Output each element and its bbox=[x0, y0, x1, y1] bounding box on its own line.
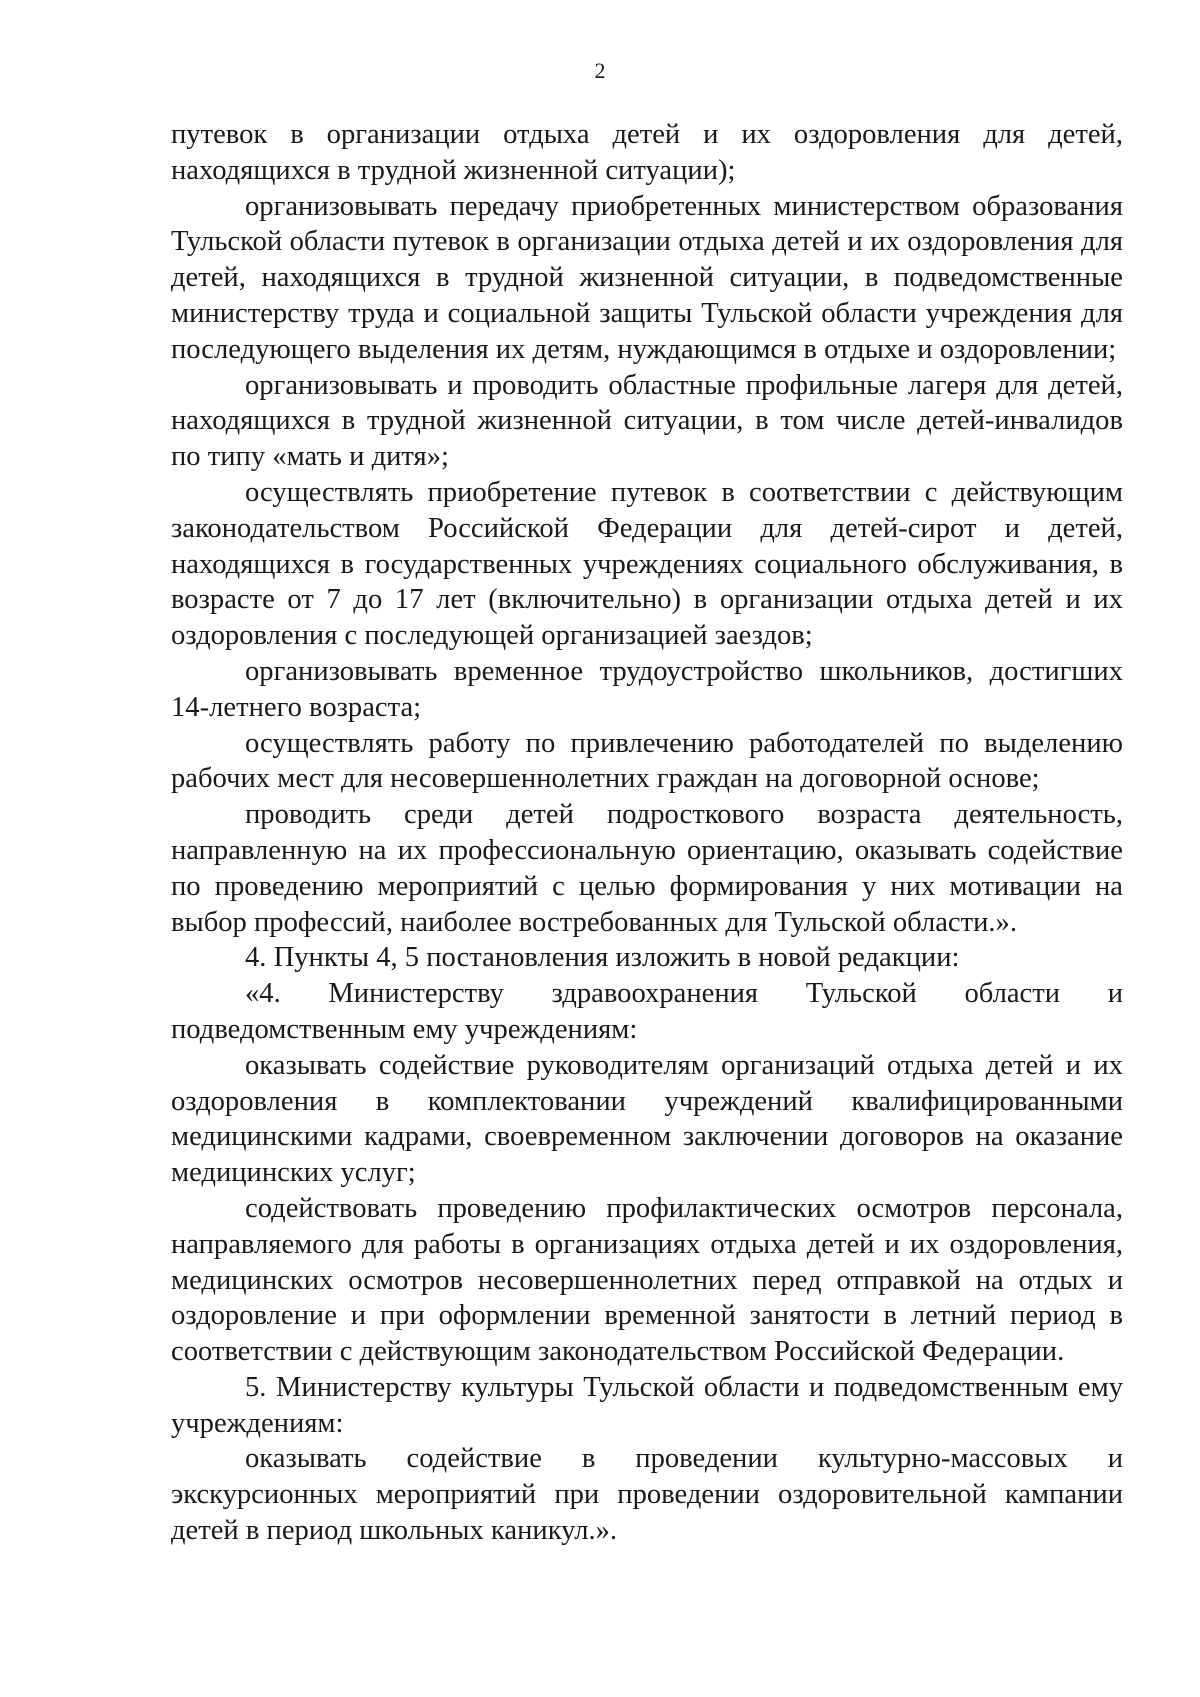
paragraph: оказывать содействие руководителям организаций отдыха детей и их оздоровления в комплектовании учреждений квалифицированными медицинскими кадрами, своевременном заключении договоров на оказание медицинских услуг; bbox=[171, 1049, 1123, 1189]
paragraph: 4. Пункты 4, 5 постановления изложить в новой редакции: bbox=[245, 942, 960, 974]
paragraph: путевок в организации отдыха детей и их оздоровления для детей, находящихся в трудной жизненной ситуации); bbox=[171, 119, 1123, 186]
paragraph: организовывать передачу приобретенных министерством образования Тульской области путевок в организации отдыха детей и их оздоровления для детей, находящихся в трудной жизненной ситуации, в подведомственные министерству труда и социальной защиты Тульской области учреждения для последующего выделения их детям, нуждающимся в отдыхе и оздоровлении; bbox=[171, 190, 1123, 365]
paragraph: содействовать проведению профилактических осмотров персонала, направляемого для работы в организациях отдыха детей и их оздоровления, медицинских осмотров несовершеннолетних перед отправкой на отдых и оздоровление и при оформлении временной занятости в летний период в соответствии с действующим законодательством Российской Федерации. bbox=[171, 1192, 1123, 1368]
page-number: 2 bbox=[594, 58, 606, 83]
paragraph: организовывать и проводить областные профильные лагеря для детей, находящихся в трудной жизненной ситуации, в том числе детей-инвалидов по типу «мать и дитя»; bbox=[171, 369, 1123, 473]
paragraph: 5. Министерству культуры Тульской области и подведомственным ему учреждениям: bbox=[171, 1371, 1123, 1439]
paragraph: осуществлять приобретение путевок в соответствии с действующим законодательством Российской Федерации для детей-сирот и детей, находящихся в государственных учреждениях социального обслуживания, в возрасте от 7 до 17 лет (включительно) в организации отдыха детей и их оздоровления с последующей организацией заездов; bbox=[171, 476, 1123, 652]
paragraph: «4. Министерству здравоохранения Тульской области и подведомственным ему учреждениям: bbox=[171, 978, 1123, 1045]
paragraph: оказывать содействие в проведении культурно-массовых и экскурсионных мероприятий при проведении оздоровительной кампании детей в период школьных каникул.». bbox=[171, 1443, 1123, 1547]
paragraph: организовывать временное трудоустройство школьников, достигших 14-летнего возраста; bbox=[171, 655, 1123, 723]
paragraph: осуществлять работу по привлечению работодателей по выделению рабочих мест для несовершеннолетних граждан на договорной основе; bbox=[171, 727, 1123, 795]
paragraph: проводить среди детей подросткового возраста деятельность, направленную на их профессиональную ориентацию, оказывать содействие по проведению мероприятий с целью формирования у них мотивации на выбор профессий, наиболее востребованных для Тульской области.». bbox=[171, 799, 1123, 938]
document-body bbox=[171, 117, 1123, 1549]
